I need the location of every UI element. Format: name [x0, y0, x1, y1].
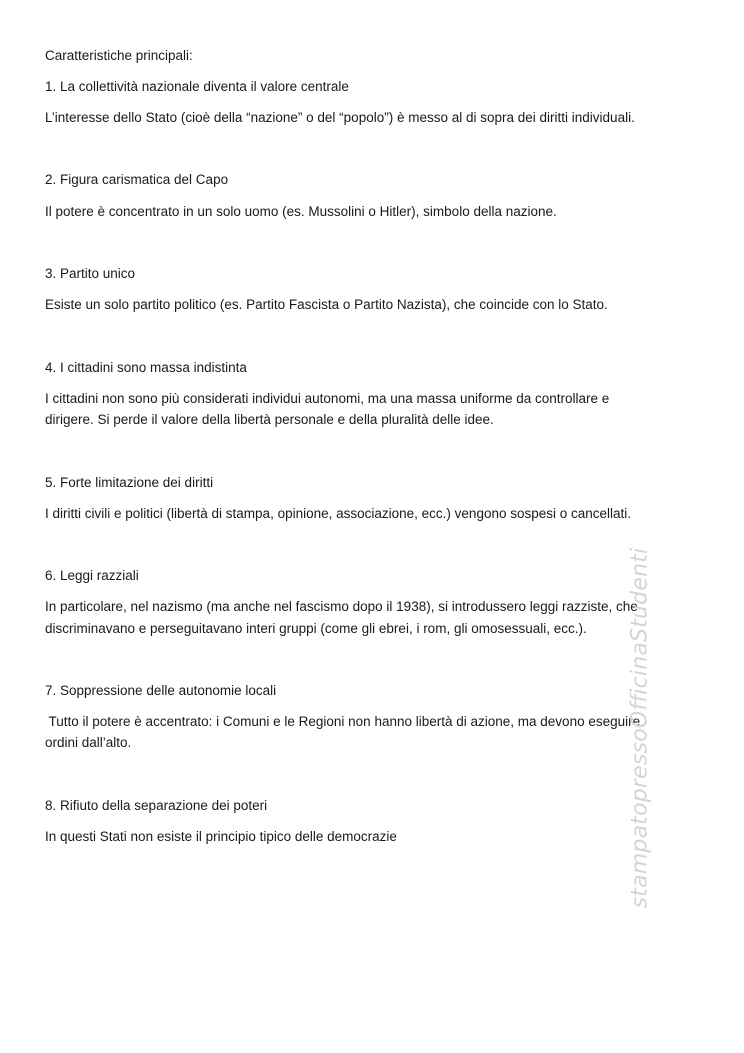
watermark-text: stampatopressoOfficinaStudenti — [627, 547, 653, 909]
section-3-heading: 3. Partito unico — [45, 266, 136, 281]
section-7-body-line-1: Tutto il potere è accentrato: i Comuni e le Regioni non hanno libertà di azione, ma devono eseguire — [45, 714, 641, 729]
section-2-heading: 2. Figura carismatica del Capo — [45, 172, 229, 187]
section-7-body-line-2: ordini dall’alto. — [45, 735, 132, 750]
section-4-heading: 4. I cittadini sono massa indistinta — [45, 360, 247, 375]
section-2-body: Il potere è concentrato in un solo uomo (es. Mussolini o Hitler), simbolo della nazione. — [45, 204, 557, 219]
section-4-body-line-1: I cittadini non sono più considerati individui autonomi, ma una massa uniforme da controllare e — [45, 391, 610, 406]
section-5-heading: 5. Forte limitazione dei diritti — [45, 475, 214, 490]
section-8-heading: 8. Rifiuto della separazione dei poteri — [45, 798, 268, 813]
section-7-heading: 7. Soppressione delle autonomie locali — [45, 683, 277, 698]
section-3-body: Esiste un solo partito politico (es. Partito Fascista o Partito Nazista), che coincide con lo Stato. — [45, 297, 608, 312]
section-4-body-line-2: dirigere. Si perde il valore della libertà personale e della pluralità delle idee. — [45, 412, 494, 427]
intro-text: Caratteristiche principali: — [45, 48, 193, 63]
section-5-body: I diritti civili e politici (libertà di stampa, opinione, associazione, ecc.) vengono sospesi o cancellati. — [45, 506, 632, 521]
section-6-body-line-1: In particolare, nel nazismo (ma anche nel fascismo dopo il 1938), si introdussero leggi razziste, che — [45, 599, 638, 614]
section-6-body-line-2: discriminavano e perseguitavano interi gruppi (come gli ebrei, i rom, gli omosessuali, ecc.). — [45, 621, 587, 636]
section-6-heading: 6. Leggi razziali — [45, 568, 139, 583]
document-page — [45, 0, 695, 1053]
section-1-heading: 1. La collettività nazionale diventa il valore centrale — [45, 79, 349, 94]
section-8-body: In questi Stati non esiste il principio tipico delle democrazie — [45, 829, 397, 844]
section-1-body: L’interesse dello Stato (cioè della “nazione” o del “popolo”) è messo al di sopra dei diritti individuali. — [45, 110, 635, 125]
